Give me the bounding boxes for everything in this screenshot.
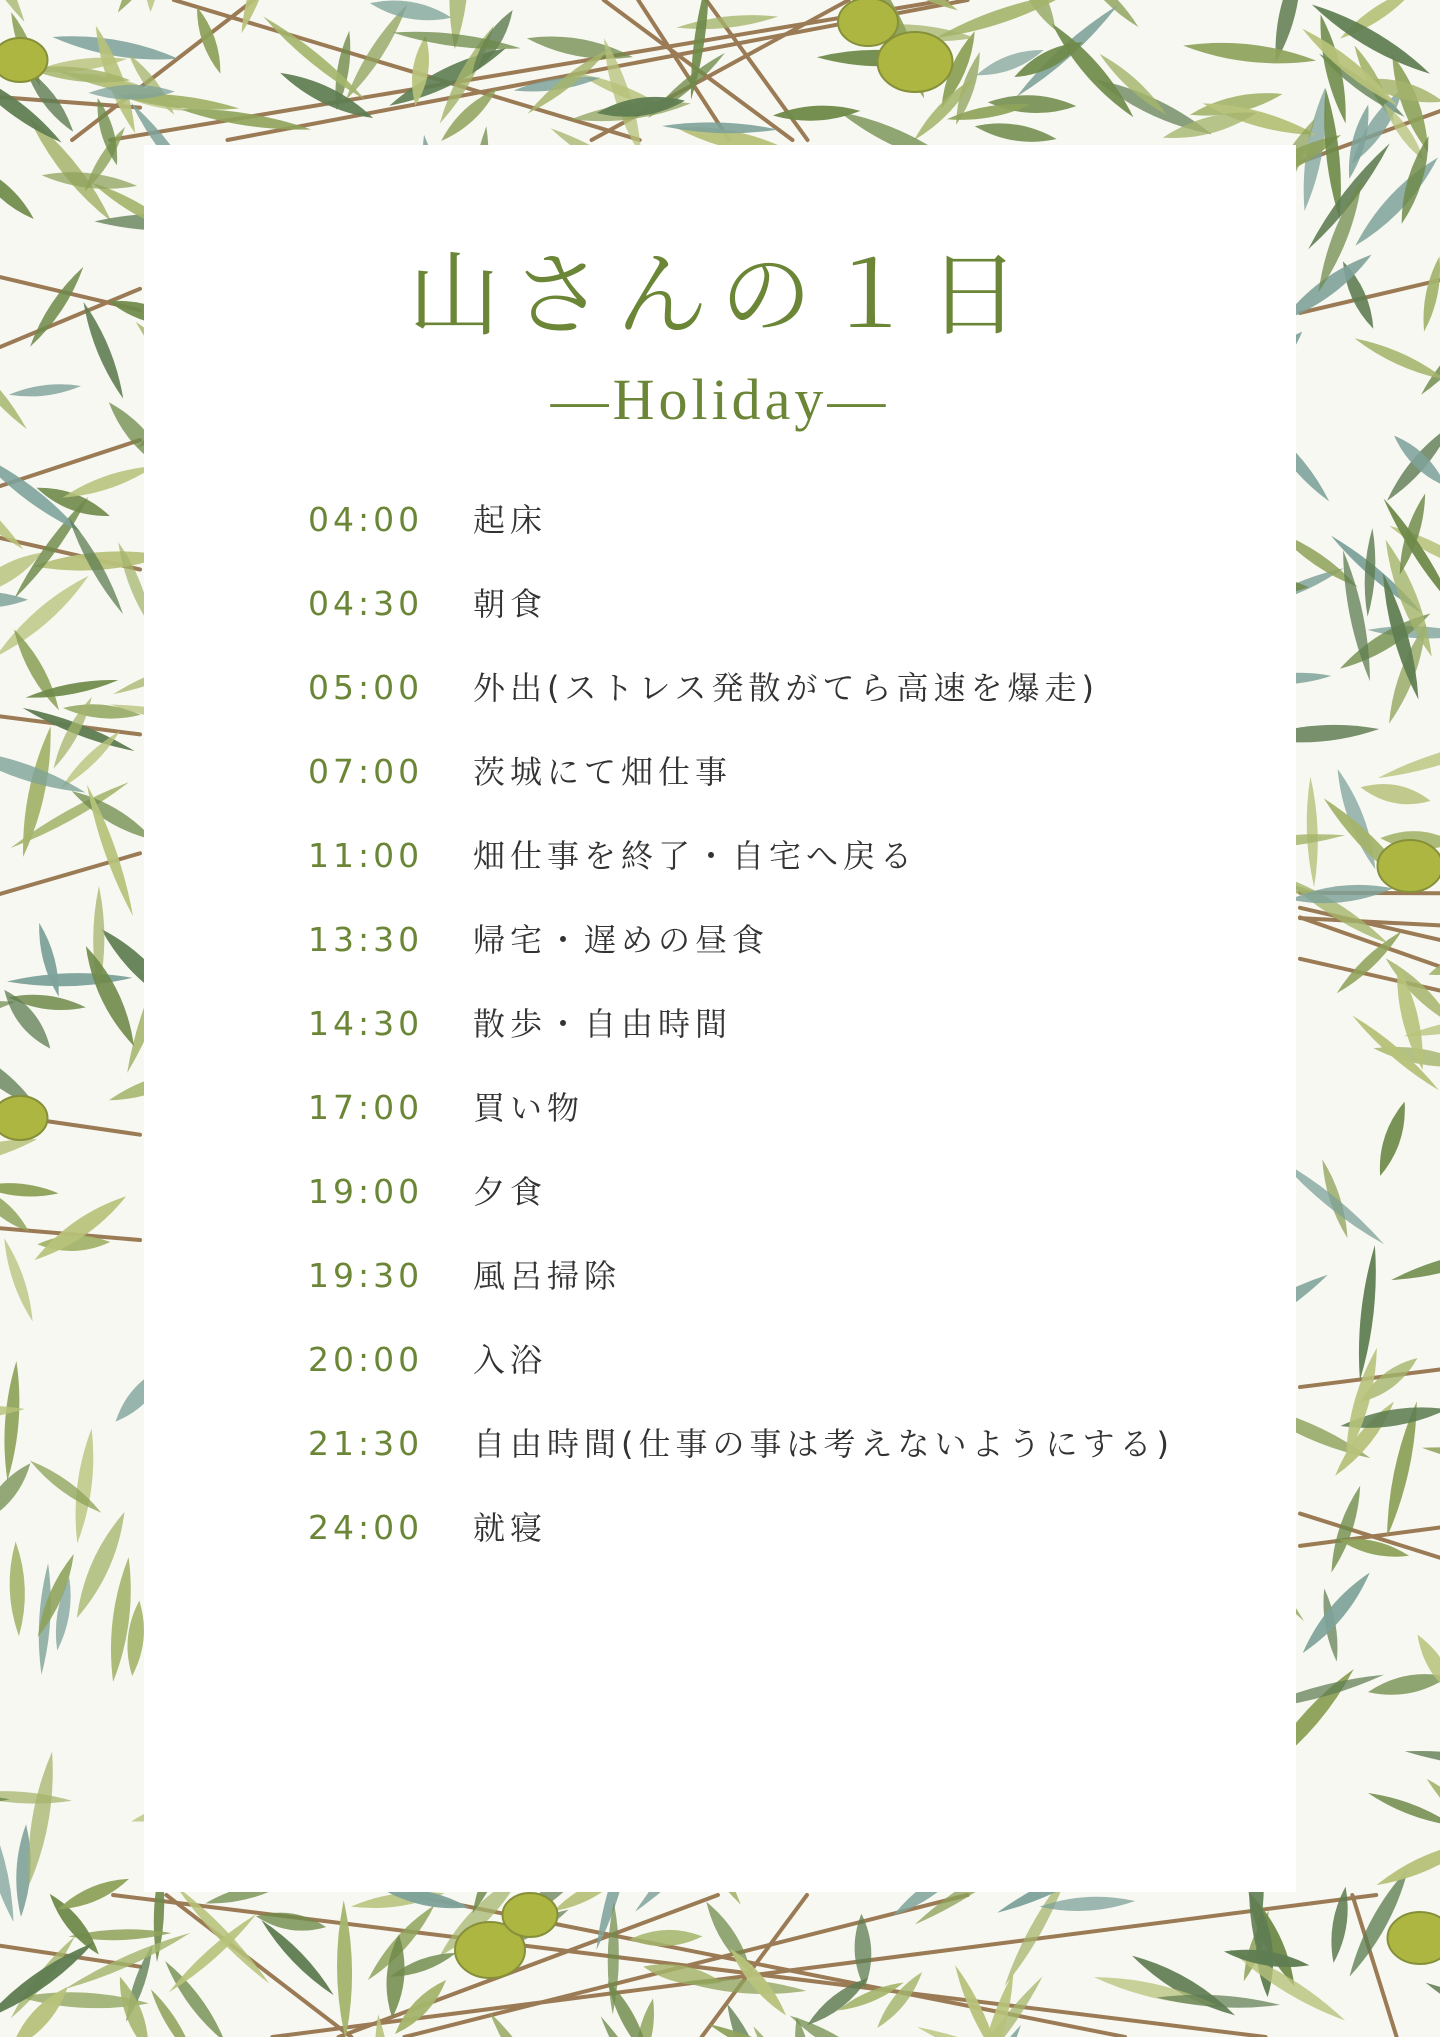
olive-leaf [1366,1788,1440,1831]
schedule-time: 21:30 [308,1424,424,1463]
olive-leaf [1333,927,1406,997]
olive-leaf [1325,1484,1366,1575]
olive-fruit [0,38,48,82]
schedule-time: 04:30 [308,584,424,623]
olive-leaf [973,118,1057,147]
olive-fruit [0,1096,48,1140]
olive-leaf [0,570,94,663]
olive-fruit [838,0,898,46]
schedule-activity: 就寝 [473,1509,548,1547]
olive-leaf [0,591,28,608]
schedule-activity: 朝食 [473,585,548,623]
schedule-row [308,828,1248,912]
olive-leaf [30,1189,131,1266]
olive-leaf [368,0,453,26]
page-subtitle: ―Holiday― [550,367,890,432]
schedule-row [308,660,1248,744]
schedule-row [308,1248,1248,1332]
schedule-activity: 入浴 [473,1341,548,1379]
olive-leaf [8,1541,26,1636]
page-title: 山さんの１日 [407,242,1032,349]
olive-fruit [503,1893,558,1937]
schedule-row [308,1080,1248,1164]
olive-leaf [142,0,161,12]
schedule-activity: 散歩・自由時間 [473,1005,733,1043]
schedule-row [308,576,1248,660]
olive-leaf [1349,152,1440,252]
olive-leaf [0,1180,59,1199]
schedule-time: 07:00 [308,752,424,791]
olive-leaf [1373,1099,1412,1178]
olive-fruit [1388,1912,1440,1964]
schedule-time: 13:30 [308,920,424,959]
schedule-row [308,492,1248,576]
schedule-activity: 起床 [473,501,548,539]
schedule-time: 20:00 [308,1340,424,1379]
schedule-time: 17:00 [308,1088,424,1127]
olive-leaf [1354,1244,1381,1381]
schedule-row [308,1164,1248,1248]
schedule-time: 19:30 [308,1256,424,1295]
olive-leaf [70,1428,98,1544]
olive-leaf [8,626,65,713]
olive-leaf [1421,1441,1440,1476]
olive-leaf [1366,1668,1440,1700]
olive-leaf [1390,1243,1440,1286]
schedule-time: 19:00 [308,1172,424,1211]
schedule-time: 11:00 [308,836,424,875]
schedule-time: 24:00 [308,1508,424,1547]
olive-leaf [1182,37,1317,69]
olive-leaf [1289,880,1394,908]
olive-leaf [1279,871,1391,949]
schedule-row [308,1416,1248,1500]
schedule-activity: 夕食 [473,1173,548,1211]
olive-leaf [662,121,778,135]
olive-leaf [1298,23,1402,111]
olive-leaf [1373,1835,1440,1892]
olive-leaf [1376,732,1440,784]
schedule-activity: 畑仕事を終了・自宅へ戻る [473,837,918,875]
olive-leaf [629,1928,703,1947]
olive-fruit [878,32,953,92]
olive-leaf [1422,1977,1440,2037]
olive-leaf [1359,778,1432,809]
schedule-row [308,912,1248,996]
schedule-time: 05:00 [308,668,424,707]
schedule-activity: 帰宅・遅めの昼食 [473,921,770,959]
schedule-activity: 外出(ストレス発散がてら高速を爆走) [473,669,1100,707]
schedule-time: 04:00 [308,500,424,539]
schedule-activity: 買い物 [473,1089,585,1127]
olive-leaf [1404,1746,1440,1773]
olive-leaf [1389,430,1440,491]
olive-leaf [1305,776,1319,887]
olive-leaf [0,161,38,224]
schedule-activity: 自由時間(仕事の事は考えないようにする) [473,1425,1174,1463]
olive-leaf [1,1360,23,1481]
schedule-activity: 風呂掃除 [473,1257,622,1295]
schedule-activity: 茨城にて畑仕事 [473,753,733,791]
schedule-list [308,492,1248,1584]
olive-leaf [872,1968,927,2032]
olive-leaf [62,701,141,721]
schedule-row [308,744,1248,828]
schedule-row [308,1500,1248,1584]
olive-fruit [1378,840,1440,892]
schedule-row [308,996,1248,1080]
olive-leaf [0,1236,38,1323]
schedule-time: 14:30 [308,1004,424,1043]
olive-leaf [15,725,58,859]
olive-leaf [0,1458,37,1529]
olive-leaf [34,921,64,998]
schedule-row [308,1332,1248,1416]
